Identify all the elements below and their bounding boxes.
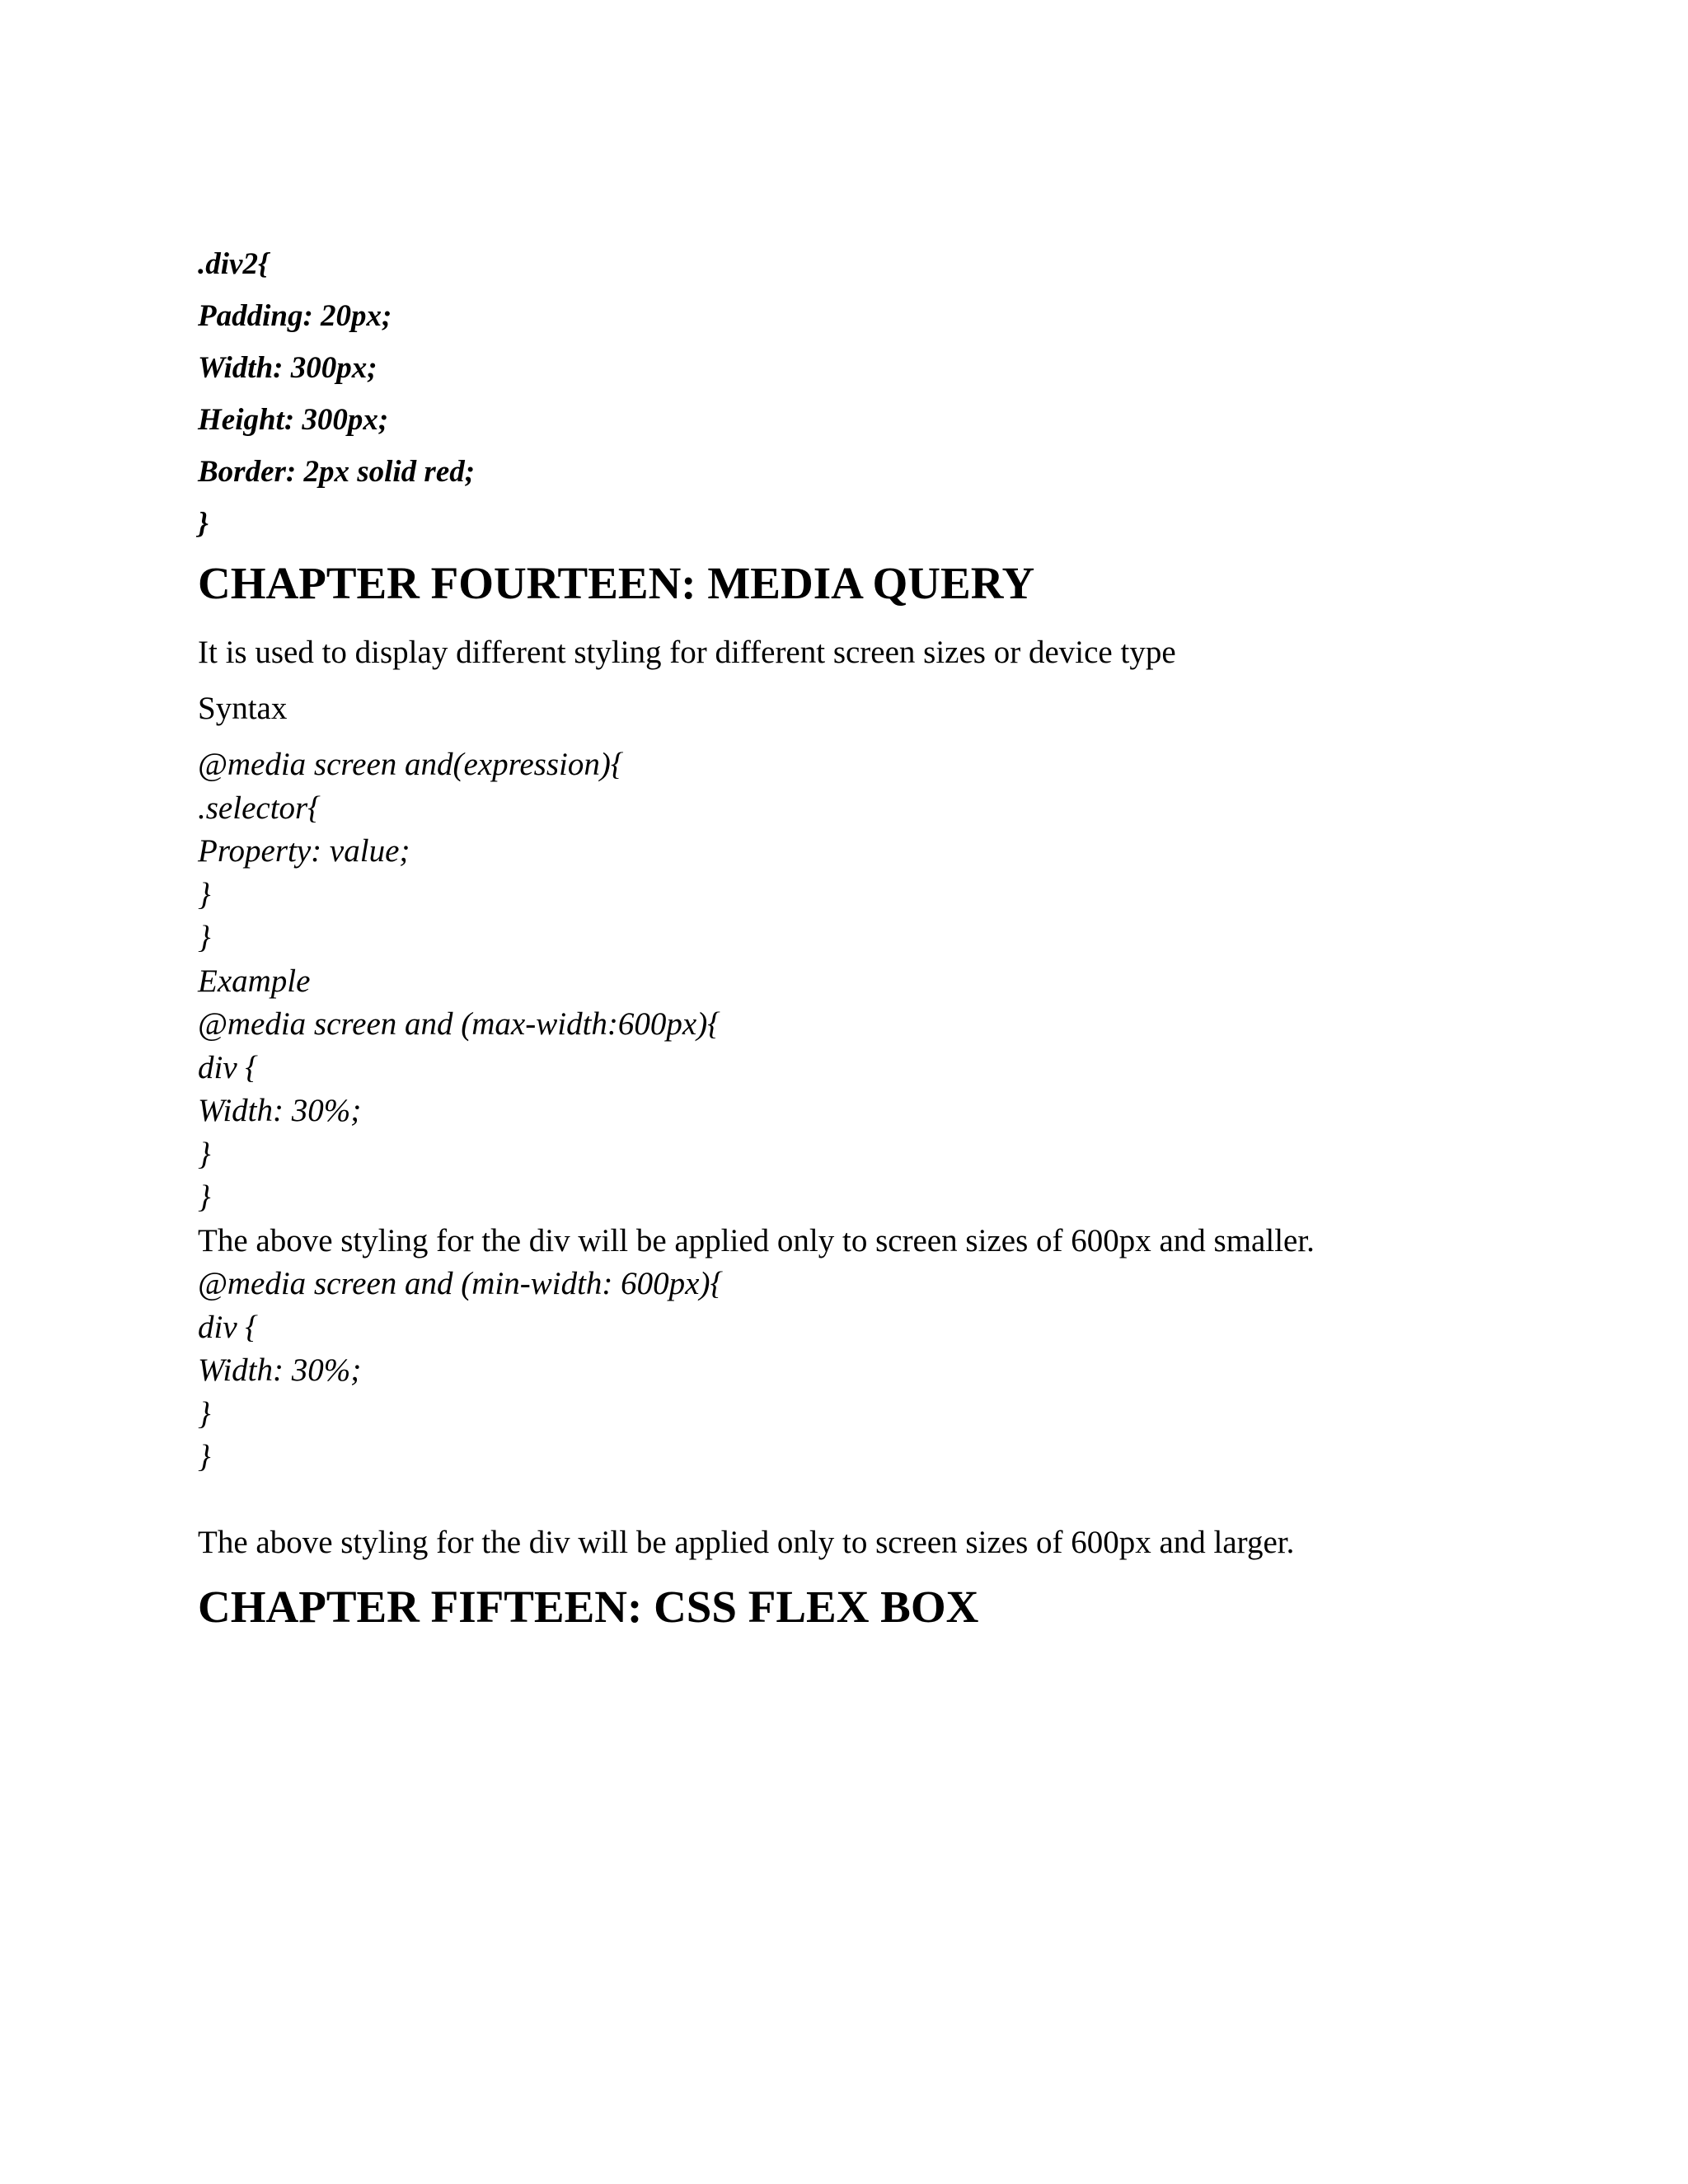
chapter-heading: CHAPTER FOURTEEN: MEDIA QUERY (198, 558, 1035, 608)
code-line: @media screen and (max-width:600px){ (198, 1006, 720, 1042)
code-line: } (198, 920, 211, 955)
chapter-heading: CHAPTER FIFTEEN: CSS FLEX BOX (198, 1582, 979, 1632)
code-line: @media screen and(expression){ (198, 747, 624, 782)
example-label: Example (198, 963, 311, 999)
syntax-label: Syntax (198, 691, 288, 726)
code-line: div { (198, 1310, 258, 1345)
code-line: Property: value; (198, 833, 410, 869)
paragraph: It is used to display different styling for different screen sizes or device type (198, 635, 1176, 670)
code-line: Border: 2px solid red; (198, 455, 476, 489)
code-line: } (198, 877, 211, 912)
code-line: .div2{ (198, 247, 269, 281)
code-line: } (198, 1396, 211, 1432)
code-line: } (198, 1179, 211, 1215)
code-line: Width: 30%; (198, 1352, 362, 1388)
code-line: div { (198, 1050, 258, 1085)
code-line: @media screen and (min-width: 600px){ (198, 1266, 724, 1301)
code-line: } (198, 507, 209, 541)
code-line: Padding: 20px; (198, 299, 392, 333)
code-line: } (198, 1439, 211, 1474)
code-line: .selector{ (198, 790, 321, 826)
code-line: Width: 30%; (198, 1093, 362, 1128)
paragraph: The above styling for the div will be applied only to screen sizes of 600px and larger. (198, 1525, 1295, 1560)
paragraph: The above styling for the div will be applied only to screen sizes of 600px and smaller. (198, 1223, 1315, 1258)
code-line: Width: 300px; (198, 351, 377, 385)
code-line: } (198, 1137, 211, 1172)
code-line: Height: 300px; (198, 403, 389, 437)
